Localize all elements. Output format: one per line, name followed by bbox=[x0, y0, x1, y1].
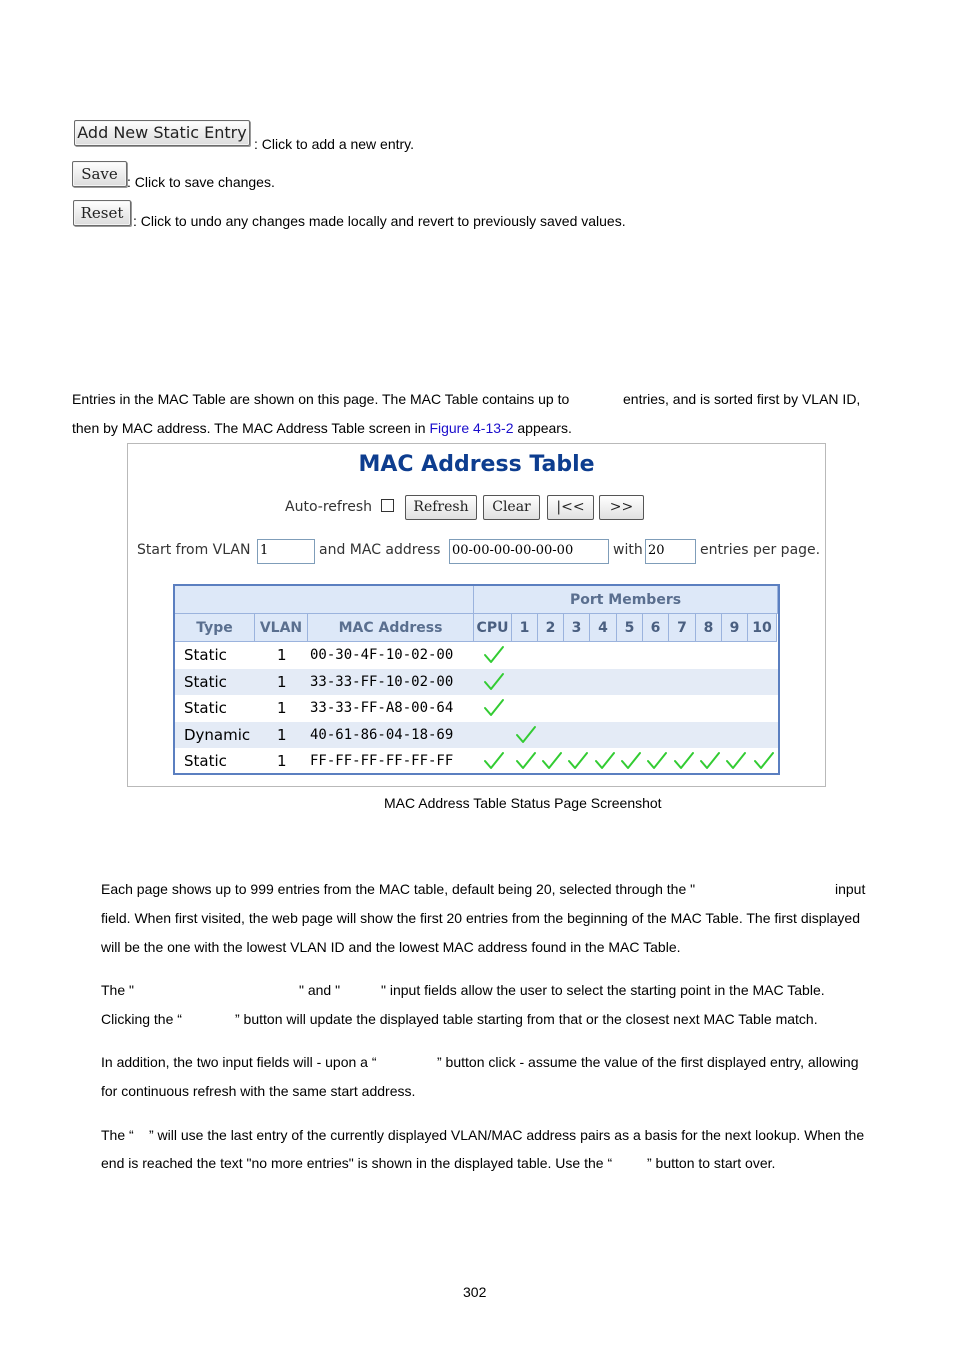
checkmark-icon bbox=[483, 672, 505, 692]
port-column-header: 5 bbox=[617, 614, 643, 642]
checkmark-icon bbox=[725, 751, 747, 771]
auto-refresh-label: Auto-refresh bbox=[285, 499, 373, 515]
checkmark-icon bbox=[567, 751, 589, 771]
port-column-header: 1 bbox=[512, 614, 538, 642]
port-column-header: 4 bbox=[590, 614, 617, 642]
paragraph-3-line-1-b: ” button click - assume the value of the first displayed entry, allowing bbox=[437, 1054, 859, 1070]
checkmark-icon bbox=[673, 751, 695, 771]
cell-vlan: 1 bbox=[277, 672, 287, 691]
paragraph-1-line-1-end: input bbox=[835, 881, 866, 897]
port-column-header: 10 bbox=[748, 614, 777, 642]
paragraph-2-line-1-a: The " bbox=[101, 982, 134, 998]
start-vlan-label: Start from VLAN bbox=[137, 542, 251, 558]
cell-mac-address: FF-FF-FF-FF-FF-FF bbox=[310, 753, 454, 769]
paragraph-2-line-2-b: ” button will update the displayed table starting from that or the closest next MAC Table match. bbox=[235, 1011, 818, 1027]
figure-link[interactable]: Figure 4-13-2 bbox=[429, 420, 514, 436]
checkmark-icon bbox=[594, 751, 616, 771]
next-page-button[interactable]: >> bbox=[599, 495, 644, 520]
entries-per-page-input[interactable]: 20 bbox=[645, 539, 696, 564]
start-vlan-input[interactable]: 1 bbox=[257, 539, 315, 564]
checkmark-icon bbox=[483, 645, 505, 665]
cell-mac-address: 33-33-FF-A8-00-64 bbox=[310, 700, 454, 716]
checkmark-icon bbox=[541, 751, 563, 771]
screenshot-title: MAC Address Table bbox=[358, 452, 595, 477]
column-header-vlan: VLAN bbox=[255, 614, 308, 642]
save-button[interactable]: Save bbox=[72, 161, 127, 187]
table-row bbox=[175, 669, 778, 695]
intro-line1-start: Entries in the MAC Table are shown on this page. The MAC Table contains up to bbox=[72, 391, 570, 407]
paragraph-3-line-2: for continuous refresh with the same start address. bbox=[101, 1083, 416, 1099]
paragraph-1-line-1 bbox=[101, 881, 695, 897]
port-column-header: 3 bbox=[564, 614, 590, 642]
save-button-description: : Click to save changes. bbox=[127, 174, 275, 190]
checkmark-icon bbox=[646, 751, 668, 771]
port-column-header: CPU bbox=[474, 614, 512, 642]
with-label: with bbox=[613, 542, 643, 558]
intro-line2 bbox=[72, 420, 572, 436]
intro-line2-start: then by MAC address. The MAC Address Table screen in bbox=[72, 420, 430, 436]
checkmark-icon bbox=[483, 698, 505, 718]
port-column-header: 8 bbox=[696, 614, 722, 642]
mac-address-input[interactable]: 00-00-00-00-00-00 bbox=[449, 539, 609, 564]
cell-vlan: 1 bbox=[277, 752, 287, 770]
table-row bbox=[175, 748, 778, 774]
cell-vlan: 1 bbox=[277, 646, 287, 664]
port-members-header: Port Members bbox=[474, 586, 778, 614]
reset-button-description: : Click to undo any changes made locally and revert to previously saved values. bbox=[133, 213, 626, 229]
intro-line1-end: entries, and is sorted first by VLAN ID, bbox=[623, 391, 861, 407]
cell-type: Dynamic bbox=[184, 725, 251, 744]
paragraph-3-line-1-a: In addition, the two input fields will - upon a “ bbox=[101, 1054, 377, 1070]
p1-text: Each page shows up to 999 entries from the MAC table, default being 20, selected through the " bbox=[101, 881, 696, 897]
cell-mac-address: 40-61-86-04-18-69 bbox=[310, 726, 454, 743]
port-column-header: 7 bbox=[669, 614, 696, 642]
cell-mac-address: 33-33-FF-10-02-00 bbox=[310, 673, 454, 690]
cell-type: Static bbox=[184, 699, 227, 717]
table-row bbox=[175, 722, 778, 748]
checkmark-icon bbox=[515, 725, 537, 745]
cell-mac-address: 00-30-4F-10-02-00 bbox=[310, 647, 454, 663]
paragraph-4-line-2-b: ” button to start over. bbox=[647, 1155, 776, 1171]
paragraph-4-line-1-a: The “ bbox=[101, 1127, 134, 1143]
entries-per-page-label: entries per page. bbox=[700, 542, 821, 558]
reset-button[interactable]: Reset bbox=[73, 200, 131, 226]
checkmark-icon bbox=[699, 751, 721, 771]
column-header-mac-address: MAC Address bbox=[308, 614, 474, 642]
column-header-type: Type bbox=[175, 614, 255, 642]
cell-type: Static bbox=[184, 752, 227, 770]
auto-refresh-checkbox[interactable] bbox=[381, 499, 394, 512]
port-column-header: 6 bbox=[643, 614, 669, 642]
refresh-button[interactable]: Refresh bbox=[405, 495, 477, 520]
mac-address-table-screenshot bbox=[127, 443, 826, 787]
first-page-button[interactable]: |<< bbox=[547, 495, 594, 520]
port-column-header: 9 bbox=[722, 614, 748, 642]
page-number: 302 bbox=[463, 1284, 487, 1300]
checkmark-icon bbox=[515, 751, 537, 771]
paragraph-2-line-1-b: " and " bbox=[299, 982, 341, 998]
mac-address-label: and MAC address bbox=[319, 542, 441, 558]
paragraph-1-line-2: field. When first visited, the web page will show the first 20 entries from the beginning of the MAC Table. The first displayed bbox=[101, 910, 860, 926]
intro-line2-end: appears. bbox=[513, 420, 572, 436]
checkmark-icon bbox=[483, 751, 505, 771]
checkmark-icon bbox=[620, 751, 642, 771]
checkmark-icon bbox=[753, 751, 775, 771]
paragraph-2-line-2-a: Clicking the “ bbox=[101, 1011, 182, 1027]
cell-type: Static bbox=[184, 646, 227, 664]
paragraph-4-line-1-b: ” will use the last entry of the currently displayed VLAN/MAC address pairs as a basis for the next lookup. When the bbox=[149, 1127, 865, 1143]
cell-vlan: 1 bbox=[277, 725, 287, 744]
add-new-static-entry-button[interactable]: Add New Static Entry bbox=[74, 120, 250, 146]
figure-caption: MAC Address Table Status Page Screenshot bbox=[384, 795, 662, 811]
table-row bbox=[175, 642, 778, 668]
cell-vlan: 1 bbox=[277, 699, 287, 717]
cell-type: Static bbox=[184, 672, 227, 691]
clear-button[interactable]: Clear bbox=[483, 495, 540, 520]
paragraph-4-line-2-a: end is reached the text "no more entries" is shown in the displayed table. Use the “ bbox=[101, 1155, 613, 1171]
mac-table bbox=[173, 584, 780, 775]
port-column-header: 2 bbox=[538, 614, 564, 642]
header-spacer bbox=[175, 586, 474, 614]
add-button-description: : Click to add a new entry. bbox=[254, 136, 415, 152]
paragraph-1-line-3: will be the one with the lowest VLAN ID and the lowest MAC address found in the MAC Table. bbox=[101, 939, 681, 955]
paragraph-2-line-1-c: " input fields allow the user to select the starting point in the MAC Table. bbox=[381, 982, 825, 998]
table-row bbox=[175, 695, 778, 721]
